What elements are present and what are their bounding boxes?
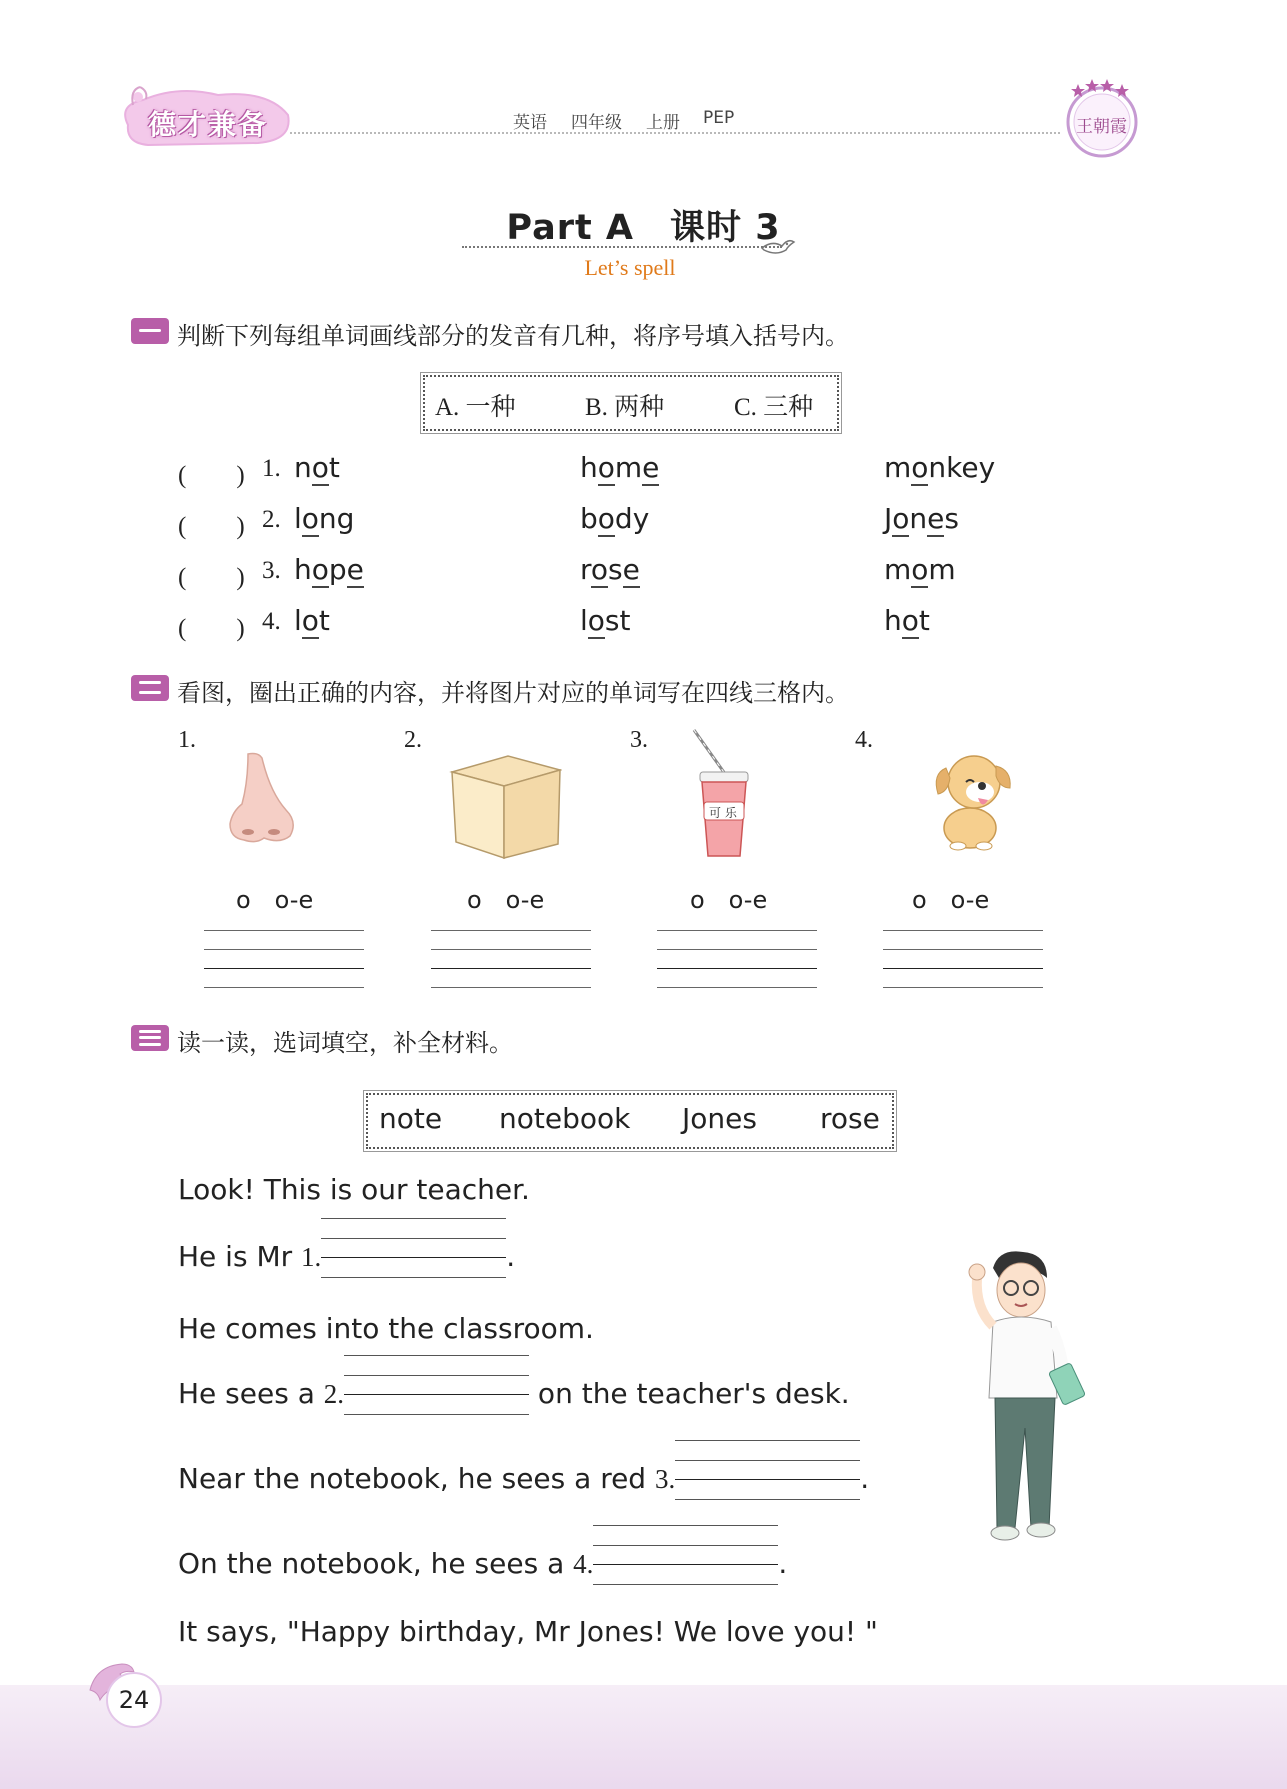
choice-o-oe[interactable]: o o-e — [912, 886, 990, 914]
header-edition: PEP — [703, 108, 735, 128]
answer-paren[interactable]: ( ) — [178, 615, 245, 642]
word-not: not — [294, 451, 340, 484]
four-line-grid[interactable] — [431, 930, 591, 988]
title-underline — [462, 246, 782, 248]
four-line-grid[interactable] — [883, 930, 1043, 988]
word-rose: rose — [580, 553, 640, 586]
passage-line-2: He is Mr 1. . — [178, 1228, 515, 1288]
word-home: home — [580, 451, 660, 484]
blank-number: 4. — [573, 1549, 594, 1579]
answer-paren[interactable]: ( ) — [178, 513, 245, 540]
picture-number: 4. — [855, 727, 873, 753]
section-1-rows — [178, 451, 1038, 665]
cola-label: 可 乐 — [709, 806, 737, 820]
word-mom: mom — [884, 553, 956, 586]
passage-line-6: On the notebook, he sees a 4. . — [178, 1535, 787, 1595]
word-bank-box — [366, 1093, 894, 1149]
box-image — [448, 752, 562, 864]
header-volume: 上册 — [646, 113, 680, 133]
nose-image — [218, 752, 308, 848]
section-3-badge — [131, 1025, 169, 1051]
option-a: A. 一种 — [435, 394, 516, 421]
section-3-instruction: 读一读，选词填空，补全材料。 — [177, 1029, 513, 1057]
passage-line-1: Look! This is our teacher. — [178, 1173, 530, 1206]
page-number: 24 — [106, 1672, 162, 1728]
four-line-grid[interactable] — [657, 930, 817, 988]
answer-paren[interactable]: ( ) — [178, 462, 245, 489]
word-lot: lot — [294, 604, 330, 637]
question-number: 1. — [262, 455, 281, 482]
passage-line-7: It says, "Happy birthday, Mr Jones! We love you! " — [178, 1615, 878, 1648]
picture-number: 2. — [404, 727, 422, 753]
cola-image — [690, 728, 762, 862]
section-2-badge — [131, 675, 169, 701]
section-1-instruction: 判断下列每组单词画线部分的发音有几种，将序号填入括号内。 — [177, 322, 849, 350]
option-c: C. 三种 — [734, 394, 814, 421]
passage-line-3: He comes into the classroom. — [178, 1312, 594, 1345]
word-bank-jones: Jones — [682, 1102, 757, 1135]
word-hope: hope — [294, 553, 364, 586]
seal-text: 王朝霞 — [1076, 117, 1127, 136]
logo-text: 德才兼备 — [148, 108, 269, 141]
word-long: long — [294, 502, 355, 535]
option-b: B. 两种 — [585, 394, 665, 421]
blank-number: 1. — [301, 1242, 322, 1272]
word-lost: lost — [580, 604, 631, 637]
section-2-instruction: 看图，圈出正确的内容，并将图片对应的单词写在四线三格内。 — [177, 679, 849, 707]
choice-o-oe[interactable]: o o-e — [690, 886, 768, 914]
answer-blank-3[interactable] — [675, 1440, 860, 1500]
four-line-grid[interactable] — [204, 930, 364, 988]
blank-number: 3. — [654, 1464, 676, 1494]
header-grade: 四年级 — [571, 113, 622, 133]
options-box — [423, 375, 839, 431]
picture-number: 3. — [630, 727, 648, 753]
word-monkey: monkey — [884, 451, 996, 484]
picture-number: 1. — [178, 727, 196, 753]
answer-blank-4[interactable] — [593, 1525, 778, 1585]
word-bank-notebook: notebook — [499, 1102, 631, 1135]
word-bank-rose: rose — [820, 1102, 880, 1135]
answer-blank-2[interactable] — [344, 1355, 529, 1415]
page-subtitle: Let’s spell — [584, 255, 676, 280]
answer-paren[interactable]: ( ) — [178, 564, 245, 591]
choice-o-oe[interactable]: o o-e — [236, 886, 314, 914]
word-hot: hot — [884, 604, 930, 637]
answer-blank-1[interactable] — [321, 1218, 506, 1278]
word-body: body — [580, 502, 650, 535]
question-number: 2. — [262, 506, 281, 533]
brand-logo — [118, 85, 293, 147]
author-seal — [1062, 76, 1142, 162]
question-number: 3. — [262, 557, 281, 584]
passage-line-4: He sees a 2. on the teacher's desk. — [178, 1365, 850, 1425]
page-title: Part A 课时 3 — [506, 208, 781, 248]
question-number: 4. — [262, 608, 281, 635]
word-jones: Jones — [884, 502, 959, 535]
header-subject: 英语 — [513, 113, 547, 133]
choice-o-oe[interactable]: o o-e — [467, 886, 545, 914]
dog-image — [930, 748, 1014, 856]
blank-number: 2. — [323, 1379, 345, 1409]
footer-background — [0, 1685, 1287, 1789]
teacher-illustration — [955, 1248, 1085, 1552]
word-bank-note: note — [379, 1102, 443, 1135]
passage-line-5: Near the notebook, he sees a red 3. . — [178, 1450, 869, 1510]
section-1-badge — [131, 318, 169, 344]
